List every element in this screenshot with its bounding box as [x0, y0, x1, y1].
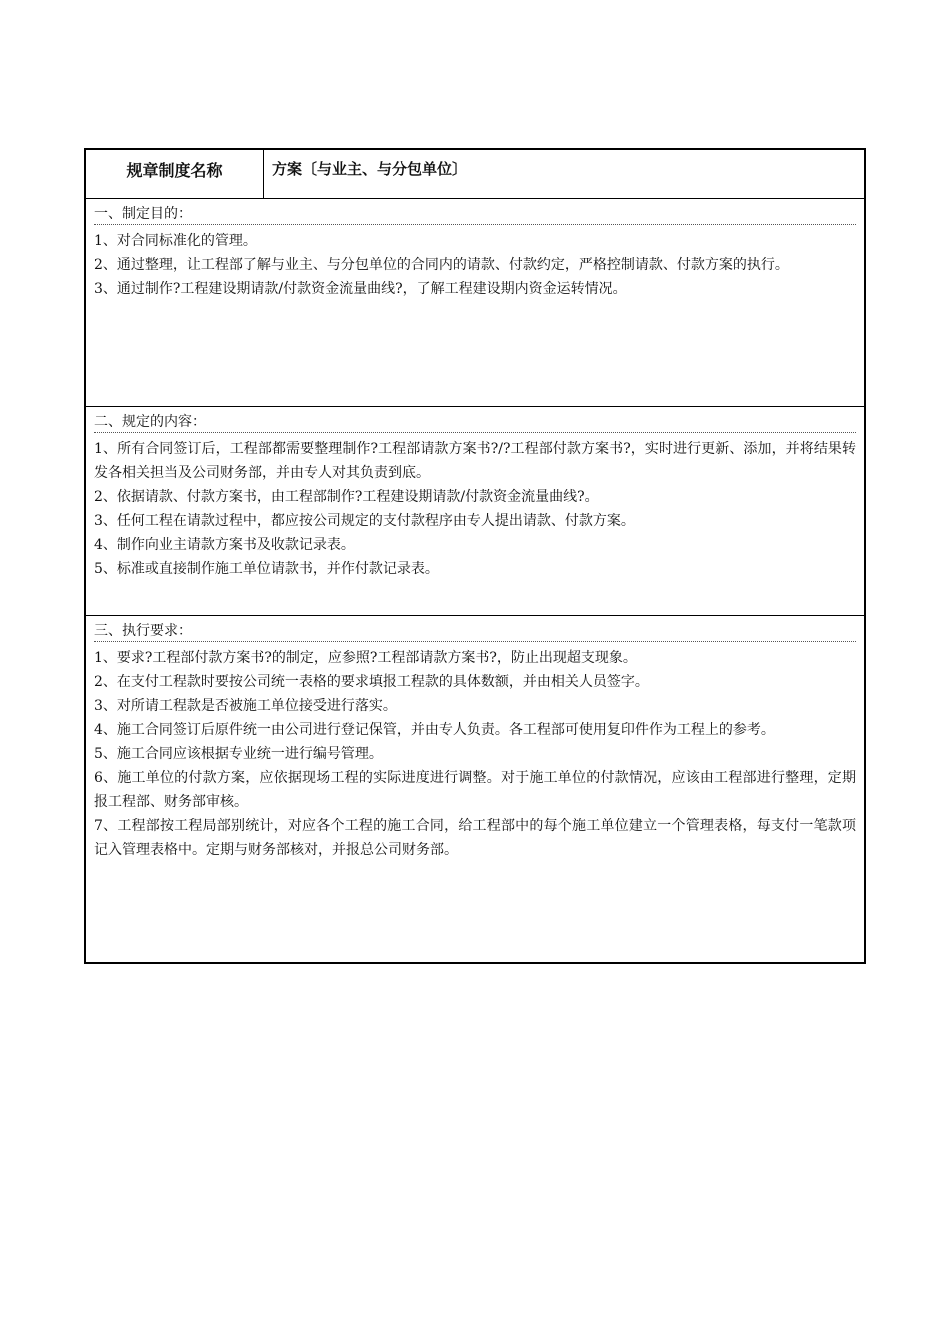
list-item: 3、对所请工程款是否被施工单位接受进行落实。	[94, 698, 397, 714]
list-item: 2、在支付工程款时要按公司统一表格的要求填报工程款的具体数额，并由相关人员签字。	[94, 674, 649, 690]
section-title: 二、规定的内容：	[94, 414, 856, 433]
section-requirements	[86, 616, 864, 962]
list-item: 6、施工单位的付款方案，应依据现场工程的实际进度进行调整。对于施工单位的付款情况，应该由工程部进行整理，定期报工程部、财务部审核。	[94, 770, 856, 810]
list-item: 3、通过制作?工程建设期请款/付款资金流量曲线?，了解工程建设期内资金运转情况。	[94, 281, 627, 297]
regulation-name-value: 方案〔与业主、与分包单位〕	[272, 160, 468, 178]
header-row	[86, 150, 864, 199]
section-title: 三、执行要求：	[94, 623, 856, 642]
section-content	[86, 407, 864, 616]
section-purpose	[86, 199, 864, 407]
section-title: 一、制定目的：	[94, 206, 856, 225]
list-item: 4、制作向业主请款方案书及收款记录表。	[94, 537, 355, 553]
list-item: 4、施工合同签订后原件统一由公司进行登记保管，并由专人负责。各工程部可使用复印件作为工程上的参考。	[94, 722, 775, 738]
list-item: 1、所有合同签订后，工程部都需要整理制作?工程部请款方案书?/?工程部付款方案书?，实时进行更新、添加，并将结果转发各相关担当及公司财务部，并由专人对其负责到底。	[94, 441, 856, 481]
list-item: 5、标准或直接制作施工单位请款书，并作付款记录表。	[94, 561, 439, 577]
list-item: 3、任何工程在请款过程中，都应按公司规定的支付款程序由专人提出请款、付款方案。	[94, 513, 635, 529]
list-item: 1、对合同标准化的管理。	[94, 233, 257, 249]
list-item: 5、施工合同应该根据专业统一进行编号管理。	[94, 746, 383, 762]
regulation-table	[84, 148, 866, 964]
regulation-name-label: 规章制度名称	[86, 150, 264, 198]
list-item: 7、工程部按工程局部别统计，对应各个工程的施工合同，给工程部中的每个施工单位建立一个管理表格，每支付一笔款项记入管理表格中。定期与财务部核对，并报总公司财务部。	[94, 818, 856, 858]
list-item: 2、依据请款、付款方案书，由工程部制作?工程建设期请款/付款资金流量曲线?。	[94, 489, 599, 505]
list-item: 2、通过整理，让工程部了解与业主、与分包单位的合同内的请款、付款约定，严格控制请款、付款方案的执行。	[94, 257, 789, 273]
list-item: 1、要求?工程部付款方案书?的制定，应参照?工程部请款方案书?，防止出现超支现象。	[94, 650, 637, 666]
